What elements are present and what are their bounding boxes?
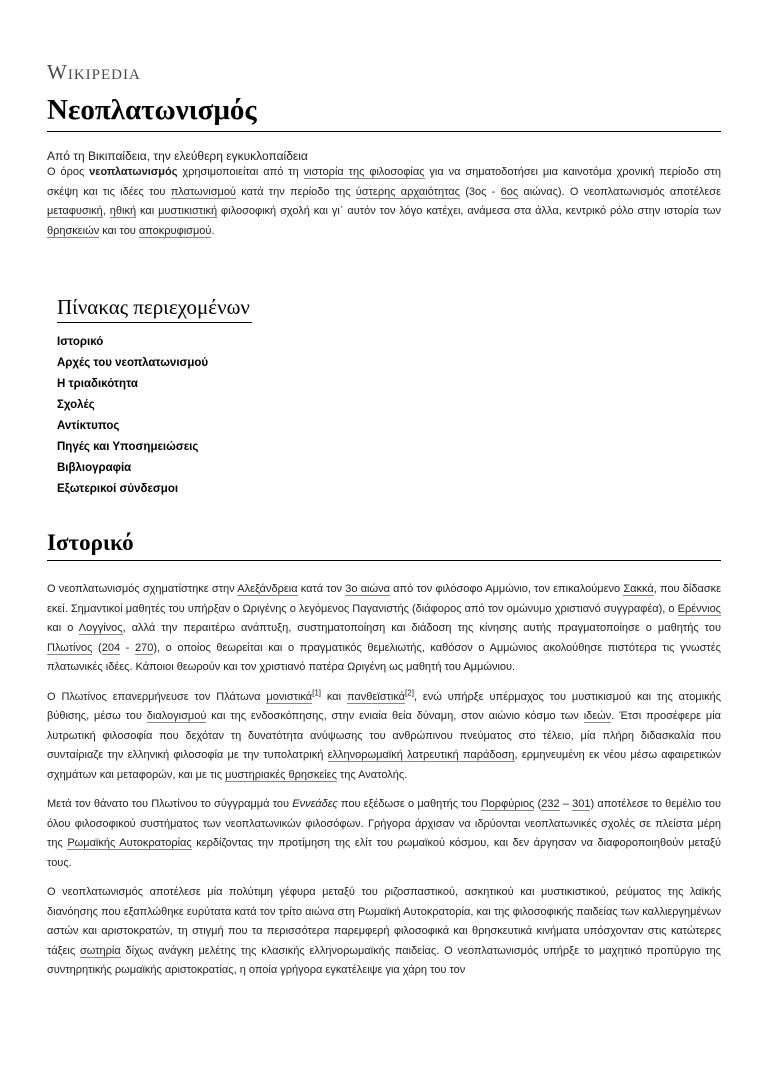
- table-of-contents: [57, 295, 721, 500]
- link-late-antiquity[interactable]: ύστερης αρχαιότητας: [355, 185, 460, 198]
- toc-item-schools[interactable]: Σχολές: [57, 399, 95, 411]
- link-year-204[interactable]: 204: [101, 641, 121, 654]
- text: –: [559, 798, 573, 811]
- link-3rd-century[interactable]: 3ο αιώνα: [345, 583, 390, 596]
- text: . Έτσι προσέφερε μία λυτρωτική φιλοσοφία που δεχόταν τη δυνατότητα ανύψωσης του ανθρώπινου πνεύματος στο τέλειο, μία πλήρη διδασκαλία που συνταίριαζε την ελληνική φιλοσοφία με την τυπολατρική: [47, 710, 721, 762]
- text: αιώνας). Ο νεοπλατωνισμός αποτέλεσε: [518, 185, 721, 198]
- text: και: [136, 205, 159, 217]
- text: Ο όρος: [47, 166, 90, 178]
- text: ), ο οποίος θεωρείται και ο πραγματικός θεμελιωτής, καθόσον ο Αμμώνιος ακολούθησε πιστότερα τις γνωστές πλατωνικές ιδέες. Κάποιοι θεωρούν και τον χριστιανό πατέρα Ωριγένη ως μαθητή του Αμμώνιου.: [47, 641, 721, 674]
- text: (: [534, 798, 542, 811]
- section-heading-history: Ιστορικό: [47, 530, 721, 561]
- toc-item-trinity[interactable]: Η τριαδικότητα: [57, 378, 138, 390]
- history-paragraph-2: [47, 688, 721, 786]
- toc-item-principles[interactable]: Αρχές του νεοπλατωνισμού: [57, 357, 209, 369]
- link-metaphysics[interactable]: μεταφυσική: [47, 205, 103, 217]
- toc-title: Πίνακας περιεχομένων: [57, 295, 252, 323]
- text: που εξέδωσε ο μαθητής του: [337, 798, 481, 811]
- link-6th-century[interactable]: 6ος: [500, 185, 519, 198]
- intro-paragraph: [47, 163, 721, 241]
- text: για να σηματοδοτήσει μια καινοτόμα χρονική περίοδο στη σκέψη και τις ιδέες του: [47, 166, 721, 198]
- italic-title: Εννεάδες: [292, 798, 338, 811]
- link-salvation[interactable]: σωτηρία: [79, 944, 121, 957]
- text: κατά τον: [297, 583, 346, 596]
- link-saccas[interactable]: Σακκά: [623, 583, 654, 596]
- text: Ο Πλωτίνος επανερμήνευσε τον Πλάτωνα: [47, 690, 267, 703]
- tagline: Από τη Βικιπαίδεια, την ελεύθερη εγκυκλοπαίδεια: [47, 149, 308, 163]
- toc-item-impact[interactable]: Αντίκτυπος: [57, 420, 120, 432]
- text: ,: [102, 205, 110, 217]
- link-year-232[interactable]: 232: [541, 798, 560, 811]
- footnote-ref-1[interactable]: [1]: [312, 687, 322, 697]
- text: ) αποτέλεσε το θεμέλιο του όλου φιλοσοφικού συστήματος των νεοπλατωνικών φιλοσόφων. Γρήγορα άρχισαν να ιδρύονται νεοπλατωνικές σχολές σε πλείστα μέρη της: [47, 798, 721, 850]
- text: φιλοσοφική σχολή και γι᾽ αυτόν τον λόγο κατέχει, ανάμεσα στα άλλα, κεντρικό ρόλο στην ιστορία των: [217, 205, 721, 217]
- link-herennius[interactable]: Ερέννιος: [677, 602, 721, 615]
- text: Ο νεοπλατωνισμός αποτέλεσε μία πολύτιμη γέφυρα μεταξύ του ριζοσπαστικού, ασκητικού και μυστικιστικού, ρεύματος της λαϊκής διανόησης που εξαπλώθηκε ευρύτατα κατά τον τρίτο αιώνα στη Ρωμαϊκή Αυτοκρατορία, και της φιλοσοφικής παιδείας των καλλιεργημένων αστών και αριστοκρατών, τη στιγμή που τα περισσότερα παρεμφερή φιλοσοφικά και θρησκευτικά κινήματα υπόσχονταν στις κατώτερες τάξεις: [47, 886, 721, 957]
- text: και ο: [47, 622, 79, 635]
- link-mysticism[interactable]: μυστικιστική: [158, 205, 218, 217]
- page-title: Νεοπλατωνισμός: [47, 94, 721, 132]
- link-plotinus[interactable]: Πλωτίνος: [47, 641, 93, 654]
- text: και της ενδοσκόπησης, στην ενιαία θεία δύναμη, στον αιώνιο κόσμο των: [206, 710, 584, 723]
- text: (3ος -: [459, 185, 501, 198]
- text: , ενώ υπήρξε υπέρμαχος του μυστικισμού και της ατομικής βύθισης, μέσω του: [47, 690, 722, 723]
- link-ethics[interactable]: ηθική: [109, 205, 137, 217]
- history-paragraph-3: [47, 795, 721, 873]
- toc-item-bibliography[interactable]: Βιβλιογραφία: [57, 462, 132, 474]
- link-platonism[interactable]: πλατωνισμού: [170, 185, 236, 198]
- text: , αλλά την περαιτέρω ανάπτυξη, συστηματοποίηση και διάδοση της κίνησης αυτής πραγματοποίησε ο μαθητής του: [122, 622, 721, 635]
- toc-item-history[interactable]: Ιστορικό: [57, 336, 104, 348]
- article-page: [0, 60, 768, 981]
- history-section-body: [47, 580, 721, 981]
- text: (: [92, 641, 102, 654]
- history-paragraph-1: [47, 580, 721, 678]
- text: κερδίζοντας την προτίμηση της ελίτ του ρωμαϊκού κόσμου, και δεν άργησαν να διαφοροποιηθούν μεταξύ τους.: [47, 837, 721, 869]
- link-history-of-philosophy[interactable]: νιστορία της φιλοσοφίας: [303, 166, 425, 178]
- link-pantheism[interactable]: πανθεϊστικά: [346, 690, 406, 703]
- link-ideas[interactable]: ιδεών: [583, 710, 612, 723]
- text: , ερμηνευμένη εκ νέου μέσω αφαιρετικών σχημάτων και μεταφορών, και με τις: [47, 749, 721, 781]
- text: κατά την περίοδο της: [235, 185, 356, 198]
- link-roman-empire[interactable]: Ρωμαϊκής Αυτοκρατορίας: [67, 837, 192, 850]
- wikipedia-logo[interactable]: Wikipedia: [47, 60, 141, 84]
- link-greco-roman-tradition[interactable]: ελληνορωμαϊκή λατρευτική παράδοση: [327, 749, 515, 762]
- toc-item-external-links[interactable]: Εξωτερικοί σύνδεσμοι: [57, 483, 179, 495]
- link-year-301[interactable]: 301: [572, 798, 591, 811]
- text: και του: [99, 224, 139, 237]
- text: και: [321, 690, 347, 703]
- link-occultism[interactable]: αποκρυφισμού: [138, 224, 212, 237]
- text: της Ανατολής.: [336, 768, 408, 781]
- link-year-270[interactable]: 270: [134, 641, 154, 654]
- link-meditation[interactable]: διαλογισμού: [146, 710, 207, 723]
- text: , που δίδασκε εκεί. Σημαντικοί μαθητές του υπήρξαν ο Ωριγένης ο λεγόμενος Παγανιστής (διάφορος από τον ομώνυμο χριστιανό συγγραφέα), ο: [47, 583, 722, 615]
- link-porphyry[interactable]: Πορφύριος: [480, 798, 535, 811]
- text: .: [211, 224, 215, 237]
- link-mystery-religions[interactable]: μυστηριακές θρησκείες: [225, 768, 337, 781]
- history-paragraph-4: [47, 883, 721, 981]
- link-longinus[interactable]: Λογγίνος: [78, 622, 123, 635]
- text: χρησιμοποιείται από τη: [177, 166, 304, 178]
- text: Μετά τον θάνατο του Πλωτίνου το σύγγραμμά του: [47, 798, 293, 811]
- toc-item-sources[interactable]: Πηγές και Υποσημειώσεις: [57, 441, 199, 453]
- toc-list: [57, 332, 721, 500]
- text: Ο νεοπλατωνισμός σχηματίστηκε στην: [47, 583, 238, 596]
- link-alexandria[interactable]: Αλεξάνδρεια: [237, 583, 298, 596]
- link-monism[interactable]: μονιστικά: [266, 690, 313, 703]
- link-religions[interactable]: θρησκειών: [47, 224, 100, 237]
- bold-term: νεοπλατωνισμός: [89, 166, 178, 178]
- text: -: [120, 641, 135, 654]
- text: από τον φιλόσοφο Αμμώνιο, τον επικαλούμενο: [389, 583, 624, 596]
- footnote-ref-2[interactable]: [2]: [405, 687, 414, 697]
- text: δίχως ανάγκη μελέτης της κλασικής ελληνορωμαϊκής παιδείας. Ο νεοπλατωνισμός υπήρξε το μαχητικό προπύργιο της συντηρητικής ρωμαϊκής αριστοκρατίας, η οποία γρήγορα εγκατέλειψε για χάρη του τον: [47, 944, 721, 977]
